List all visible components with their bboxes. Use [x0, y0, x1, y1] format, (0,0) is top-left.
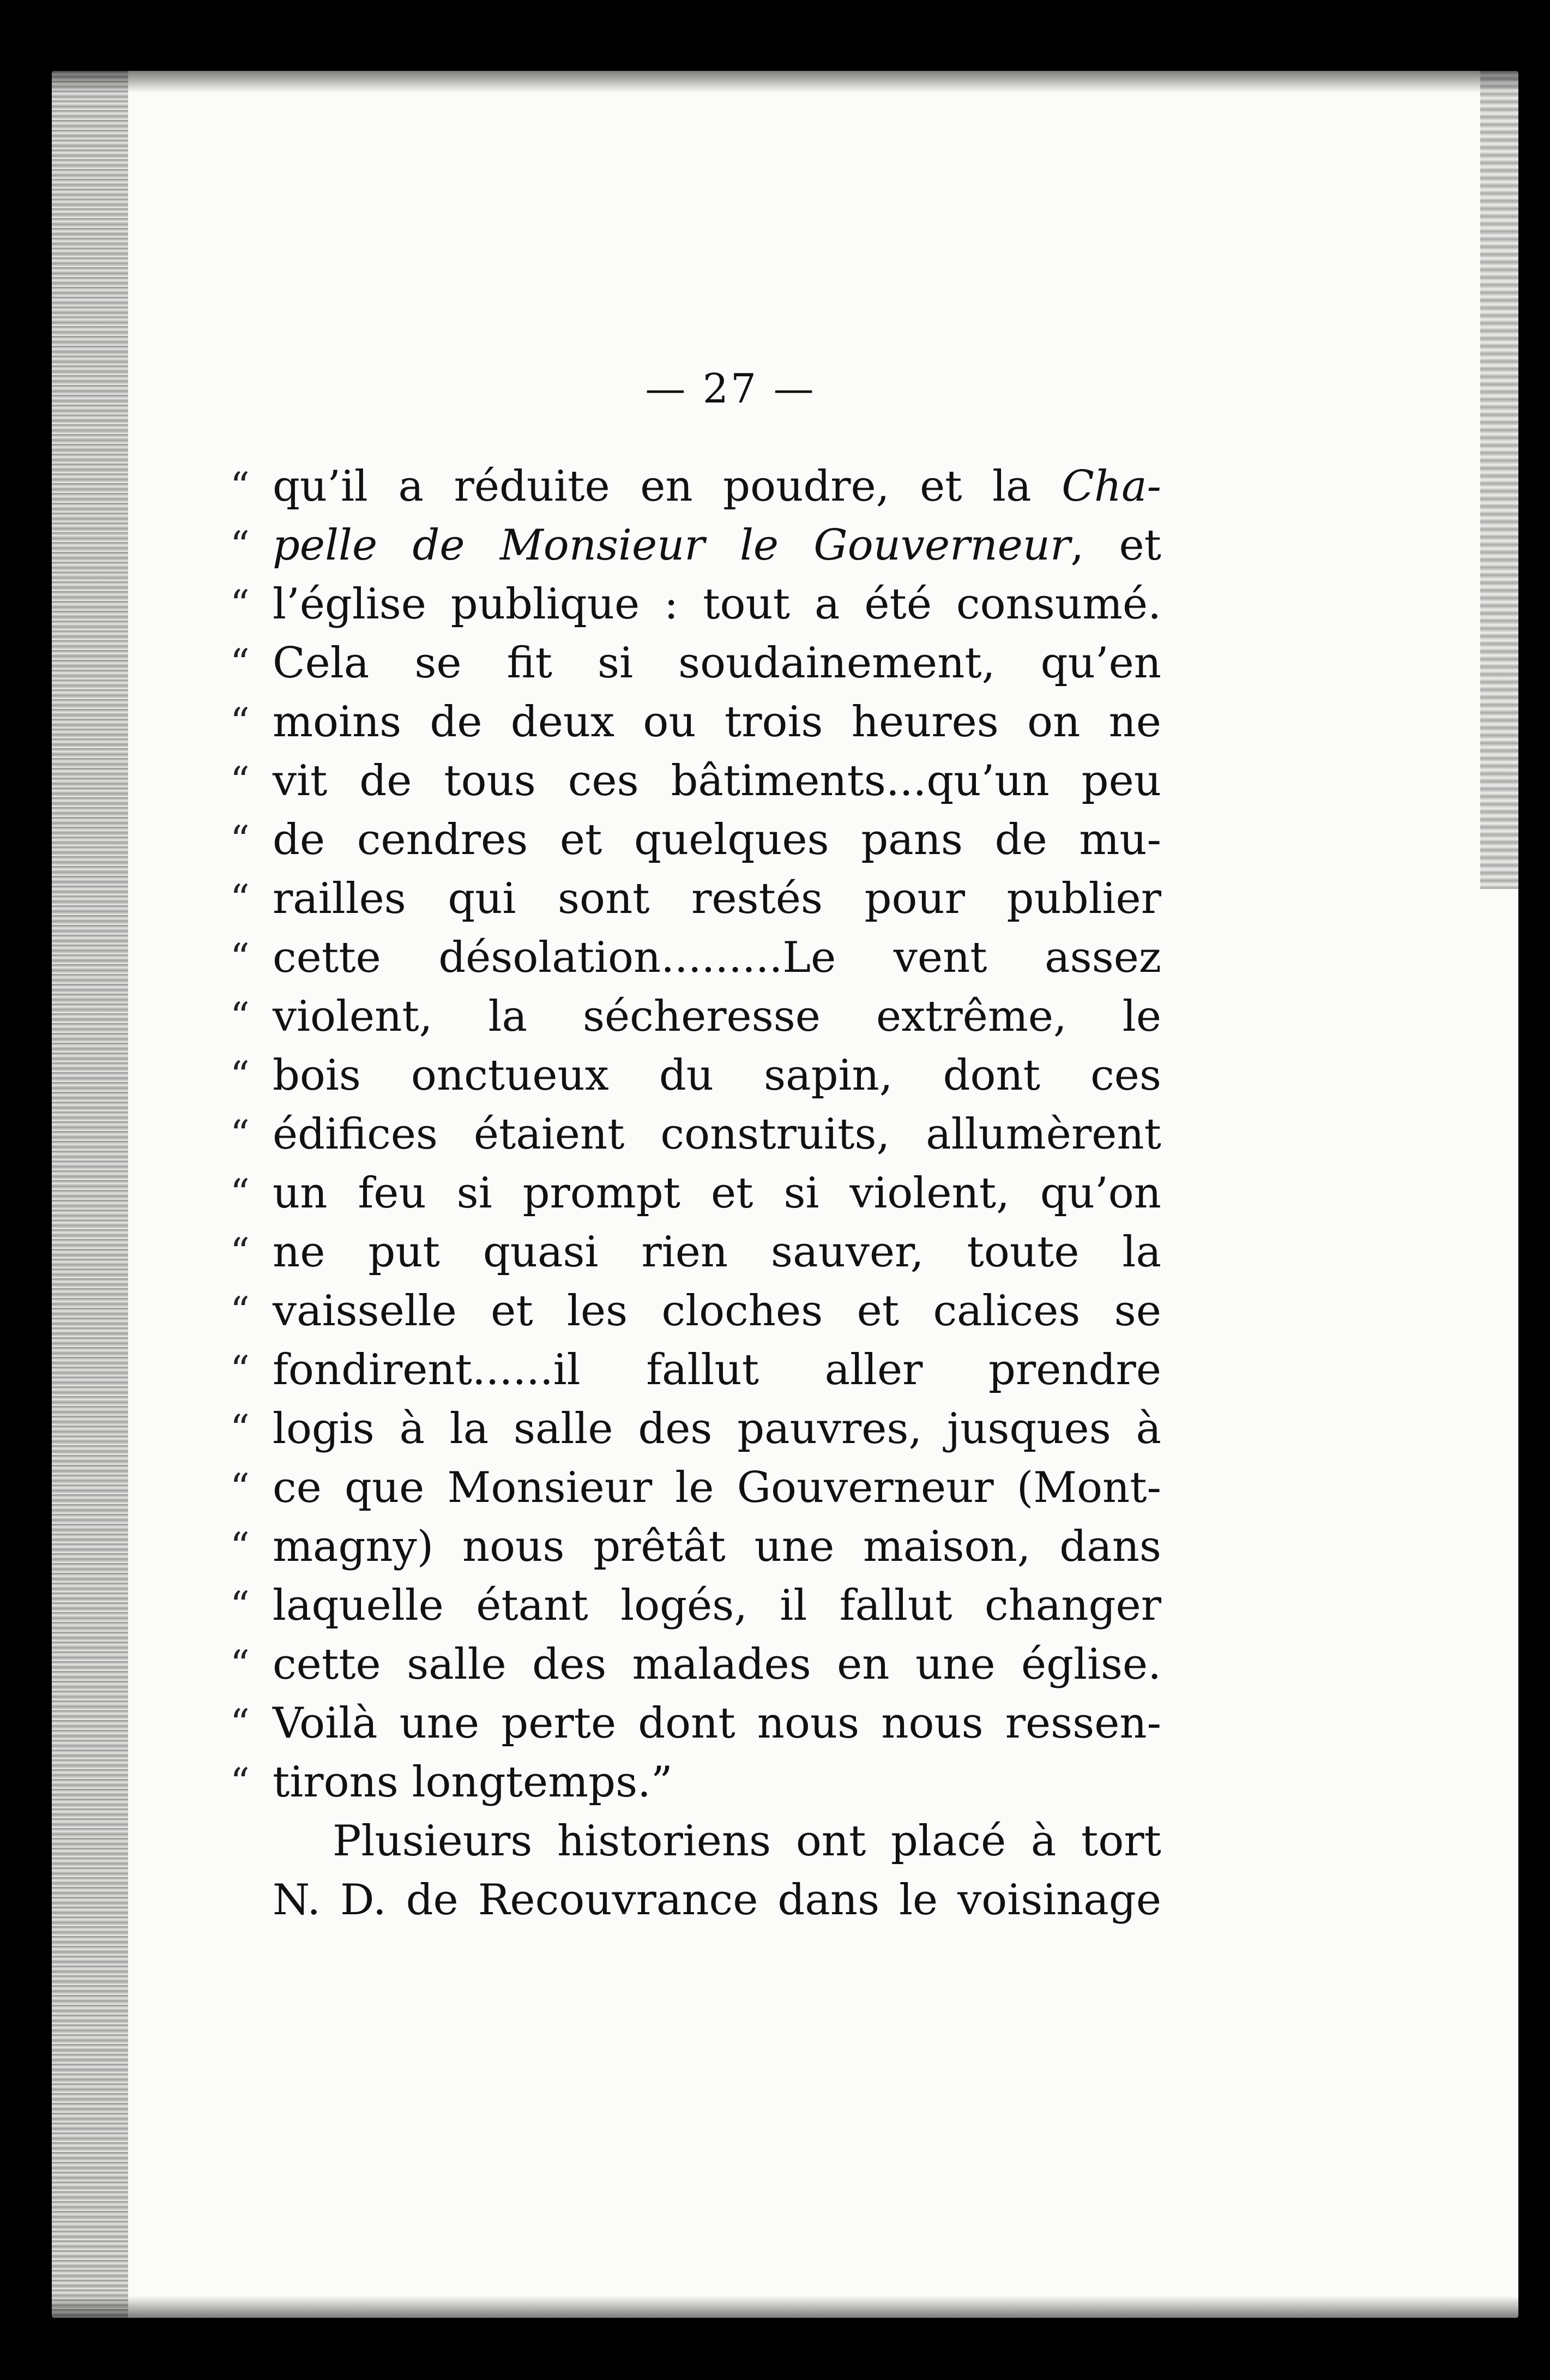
- quote-mark: “: [230, 1583, 250, 1628]
- page-shadow-top: [52, 71, 1518, 93]
- text-line: “ pelle de Monsieur le Gouverneur, et: [273, 516, 1161, 575]
- quote-mark: “: [230, 582, 250, 627]
- text-line: “ édifices étaient construits, allumèrent: [273, 1105, 1161, 1164]
- quote-mark: “: [230, 700, 250, 744]
- text-line: “ magny) nous prêtât une maison, dans: [273, 1517, 1161, 1576]
- quote-mark: “: [230, 1760, 250, 1805]
- text-line: “ Voilà une perte dont nous nous ressen-: [273, 1694, 1161, 1753]
- quote-mark: “: [230, 1171, 250, 1216]
- body-text: [230, 457, 1161, 1930]
- quote-mark: “: [230, 759, 250, 803]
- text-line: “ ne put quasi rien sauver, toute la: [273, 1223, 1161, 1282]
- text-line: “ cette salle des malades en une église.: [273, 1635, 1161, 1694]
- quote-mark: “: [230, 1524, 250, 1569]
- quote-mark: “: [230, 876, 250, 921]
- text-line: N. D. de Recouvrance dans le voisinage: [273, 1876, 1161, 1925]
- text-line: “ railles qui sont restés pour publier: [273, 869, 1161, 928]
- page-shadow-left: [52, 71, 128, 2318]
- text-line: “ vit de tous ces bâtiments...qu’un peu: [273, 752, 1161, 810]
- quote-mark: “: [230, 1642, 250, 1687]
- page-shadow-bottom: [52, 2296, 1518, 2318]
- quote-mark: “: [230, 1701, 250, 1746]
- quote-mark: “: [230, 641, 250, 686]
- text-line: “ cette désolation.........Le vent assez: [273, 928, 1161, 987]
- quote-mark: “: [230, 1348, 250, 1392]
- quote-mark: “: [230, 1289, 250, 1333]
- page-shadow-right: [1480, 71, 1518, 889]
- quote-mark: “: [230, 1053, 250, 1098]
- text-line: “ qu’il a réduite en poudre, et la Cha-: [273, 457, 1161, 516]
- text-line: “ Cela se fit si soudainement, qu’en: [273, 634, 1161, 693]
- text-line: “ l’église publique : tout a été consumé.: [273, 575, 1161, 634]
- quote-mark: “: [230, 1230, 250, 1275]
- page-number: — 27 —: [645, 365, 816, 412]
- paragraph-start-line: Plusieurs historiens ont placé à tort: [333, 1817, 1161, 1866]
- text-line: “ un feu si prompt et si violent, qu’on: [273, 1164, 1161, 1223]
- text-line: “ logis à la salle des pauvres, jusques à: [273, 1399, 1161, 1458]
- quote-mark: “: [230, 464, 250, 509]
- text-line: “ fondirent......il fallut aller prendre: [273, 1341, 1161, 1399]
- quote-mark: “: [230, 1112, 250, 1157]
- quote-mark: “: [230, 994, 250, 1039]
- quote-mark: “: [230, 935, 250, 980]
- text-line: “ de cendres et quelques pans de mu-: [273, 810, 1161, 869]
- quote-mark: “: [230, 1465, 250, 1510]
- quote-mark: “: [230, 818, 250, 862]
- text-line: “ vaisselle et les cloches et calices se: [273, 1282, 1161, 1341]
- text-line: “ moins de deux ou trois heures on ne: [273, 693, 1161, 752]
- quote-mark: “: [230, 523, 250, 568]
- text-line: “ laquelle étant logés, il fallut changer: [273, 1576, 1161, 1635]
- text-line: “ violent, la sécheresse extrême, le: [273, 987, 1161, 1046]
- text-line: “ ce que Monsieur le Gouverneur (Mont-: [273, 1458, 1161, 1517]
- text-line: “ bois onctueux du sapin, dont ces: [273, 1046, 1161, 1105]
- text-line: “ tirons longtemps.”: [273, 1753, 1161, 1812]
- quote-mark: “: [230, 1407, 250, 1451]
